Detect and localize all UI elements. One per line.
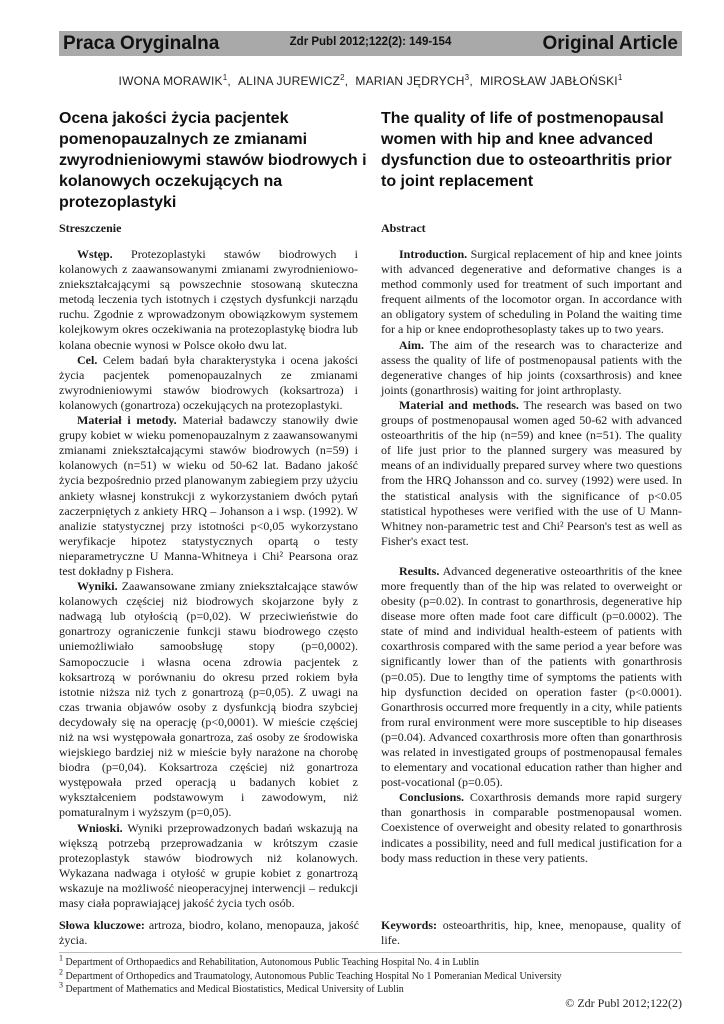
footnote: $^3$ Department of Mathematics and Medical Biostatistics, Medical University of Lublin [59,980,404,995]
title-polish: Ocena jakości życia pacjentek pomenopauzalnych ze zmianami zwyrodnieniowymi stawów biodrowych i kolanowych oczekujących na protezoplastyki [59,110,367,211]
copyright-notice: © Zdr Publ 2012;122(2) [565,996,682,1010]
author: IWONA MORAWIK$^1$, [118,73,235,88]
footnote-divider [59,952,682,953]
article-type-en: Original Article [542,32,678,54]
paragraph-methods: Materiał i metody. Materiał badawczy stanowiły dwie grupy kobiet w wieku pomenopauzalnym z zaawansowanymi zmianami zniekształcającymi stawów biodrowych (n=59) i kolanowych (n=51) w wieku od 50-62 lat. Badano jakość życia bezpośrednio przed planowanym zabiegiem przy użyciu ankiety własnej konstrukcji z wykorzystaniem dwóch pytań zaczerpniętych z ankiety HRQ – Johanson a i wsp. (1992). W analizie statystycznej przy istotności p<0,05 wykorzystano weryfikacje hipotez statystycznych opartą o testy nieparametryczne U Manna-Whitneya i Chi² Pearsona oraz test dokładny p Fishera. [59,413,359,578]
paragraph-conclusions: Wnioski. Wyniki przeprowadzonych badań wskazują na większą potrzebą przeprowadzania w krótszym czasie protezoplastyk stawów biodrowych niż kolanowych. Wykazana nadwaga i otyłość w grupie kobiet z gonartrozą wskazuje na możliwość nieoperacyjnej interwencji – redukcji masy ciała poprawiającej jakość życia tych osób. [59,820,358,911]
keywords-en: Keywords: osteoarthritis, hip, knee, menopause, quality of life. [381,918,682,947]
paragraph-aim: Cel. Celem badań była charakterystyka i ocena jakości życia pacjentek pomenopauzalnych ze zmianami zwyrodnieniowymi stawów biodrowych (koksartroza) i kolanowych (gonartroza) oczekujących na protezoplastyki. [59,352,359,412]
abstract-heading-pl: Streszczenie [59,221,122,235]
paragraph-introduction: Introduction. Surgical replacement of hip and knee joints with advanced degenerative and deformative changes is a method commonly used for treatment of such important and frequent ailments of the locomotor organ. In accordance with an obligatory system of scheduling in Poland the waiting time for a hip or knee endoprothesoplasty takes up to two years. [381,247,682,337]
paragraph-methods: Material and methods. The research was based on two groups of postmenopausal women aged 50-62 with advanced osteoarthritis of the hip (n=59) and knee (n=51). The quality of life just prior to the planned surgery was measured by means of an individually prepared survey where two questions from the HRQ Johansson and co. survey (1992) were used. In the statistical analysis with the significance of p<0.05 statistical hypotheses were verified with the use of U Mann-Whitney non-parametric test and Chi² Pearson's test as well as Fisher's exact test. [381,397,683,548]
author: MARIAN JĘDRYCH$^3$, [355,73,477,88]
abstract-column-pl [59,247,358,911]
footnote: $^1$ Department of Orthopaedics and Rehabilitation, Autonomous Public Teaching Hospital No. 4 in Lublin [59,953,479,968]
paragraph-results: Wyniki. Zaawansowane zmiany zniekształcające stawów kolanowych częściej niż biodrowych skojarzone były z nadwagą lub otyłością (p=0,02). W przeciwieństwie do gonartrozy ograniczenie funkcji stawu biodrowego często uniemożliwiało samoobsługę stopy (p=0,0002). Samopoczucie i własna ocena zdrowia pacjentek z koksartrozą w porównaniu do okresu przed rokiem była istotnie niższa niż tych z gonartrozą (p=0,05). Z uwagi na czas trwania objawów osoby z dysfunkcją biodra szybciej decydowały się na operację (p<0,0001). W mieście częściej niż na wsi występowała gonartroza, zaś osoby ze środowiska wiejskiego bardziej niż w mieście były narażone na chorobę biodra (p=0,04). Koksartroza częściej niż gonartroza występowała przed operacją u badanych kobiet z wykształceniem podstawowym i zawodowym, niż pomaturalnym i wyższym (p=0,05). [59,579,359,820]
author: ALINA JUREWICZ$^2$, [237,73,352,88]
journal-header-bar [59,31,682,56]
affiliation-footnotes [59,953,682,997]
abstract-column-en [381,247,682,866]
keywords-pl: Słowa kluczowe: artroza, biodro, kolano, menopauza, jakość życia. [59,918,360,947]
author-list [59,74,682,88]
citation: Zdr Publ 2012;122(2): 149-154 [289,36,452,48]
abstract-heading-en: Abstract [381,221,426,235]
title-english: The quality of life of postmenopausal women with hip and knee advanced dysfunction due to osteoarthritis prior to joint replacement [381,110,672,190]
paragraph-conclusions: Conclusions. Coxarthrosis demands more rapid surgery than gonarthosis in comparable postmenopausal women. Coexistence of overweight and obesity related to gonarthrosis indicates a possibility, need and full medical justification for a body mass reduction in these very patients. [381,790,682,865]
article-type-pl: Praca Oryginalna [63,32,220,54]
paragraph-aim: Aim. The aim of the research was to characterize and assess the quality of life of postmenopausal patients with the degenerative changes of hip joints (coxsarthrosis) and knee joints (gonarthrosis) waiting for joint arthroplasty. [381,337,682,397]
author: MIROSŁAW JABŁOŃSKI$^1$ [479,73,623,88]
paragraph-introduction: Wstęp. Protezoplastyki stawów biodrowych i kolanowych z zaawansowanymi zmianami zwyrodnieniowo-zniekształcającymi są powszechnie stosowaną skuteczna metodą leczenia tych istotnych i częstych dysfunkcji narządu ruchu. Zgodnie z wprowadzonym obowiązkowym systemem kolejkowym okres oczekiwania na protezoplastykę biodra lub kolana obecnie wynosi w Polsce około dwu lat. [59,247,358,352]
footnote: $^2$ Department of Orthopedics and Traumatology, Autonomous Public Teaching Hospital No 1 Pomeranian Medical University [59,967,562,982]
paragraph-results: Results. Advanced degenerative osteoarthritis of the knee more frequently than of the hip was related to overweight or obesity (p=0.02). In contrast to gonarthrosis, degenerative hip disease more often made foot care difficult (p=0.0002). The state of mind and individual health-esteem of patients with coxarthrosis compared with the same period a year before was significantly lower than of the patients with gonarthrosis (p=0.05). Due to lengthy time of symptoms the patients with hip dysfunction decided on operation faster (p<0.0001). Gonarthrosis occurred more frequently in a city, while patients from rural environment were more susceptible to hip diseases (p=0.04). Advanced coxarthrosis more often than gonarthrosis was related in investigated groups of postmenopausal females to elementary and vocational education rather than higher and post-vocational (p=0.05). [381,563,683,790]
